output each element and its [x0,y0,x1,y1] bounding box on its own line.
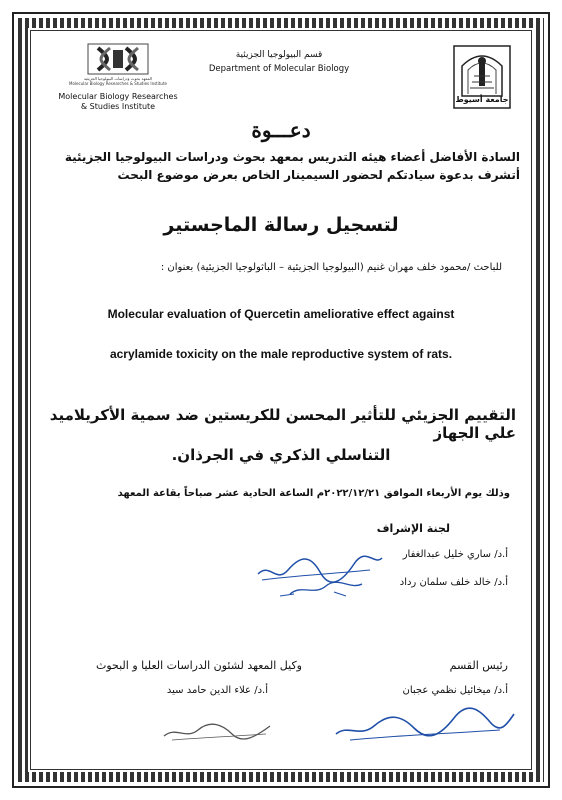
seminar-subject: لتسجيل رسالة الماجستير [163,214,399,236]
institute-logo [58,42,178,112]
logo-small-ar: المعهد بحوث ودراسات البيولوجيا الجزيئية [83,76,152,81]
institute-name-line1: Molecular Biology Researches [58,92,178,101]
dna-logo-icon [86,42,150,76]
department-head-title: رئيس القسم [449,659,508,672]
thesis-title-ar-line2: التناسلي الذكري في الجرذان. [171,446,391,464]
department-name-en: Department of Molecular Biology [208,64,350,74]
supervisor-2: أ.د/ خالد خلف سلمان رداد [399,577,508,588]
invitation-heading: دعـــوة [251,118,311,142]
addressees-line: السادة الأفاضل أعضاء هيئه التدريس بمعهد بحوث ودراسات البيولوجيا الجزيئية [64,150,520,164]
invitation-line: أتشرف بدعوة سيادتكم لحضور السيمينار الخاص بعرض موضوع البحث [117,168,520,182]
thesis-title-en-line2: acrylamide toxicity on the male reproductive system of rats. [109,347,453,361]
supervisor-signatures [250,544,390,604]
university-seal-text: جامعة أسيوط [455,95,509,104]
department-name-ar: قسم البيولوجيا الجزيئية [235,50,323,60]
supervision-committee-title: لجنة الإشراف [376,522,450,535]
thesis-title-ar-line1: التقييم الجزيئي للتأثير المحسن للكريستين ضد سمية الأكريلاميد علي الجهاز [49,406,516,442]
university-seal [452,44,512,110]
vice-dean-title: وكيل المعهد لشئون الدراسات العليا و البحوث [95,659,302,672]
vice-dean-signature [158,716,278,746]
department-head-name: أ.د/ ميخائيل نظمي عجبان [402,685,508,696]
department-head-signature [330,696,520,746]
institute-name-line2: & Studies Institute [80,102,156,111]
researcher-line: للباحث /محمود خلف مهران غنيم (البيولوجيا الجزيئية – الباثولوجيا الجزيئية) بعنوان : [160,262,502,273]
department-header [204,50,354,74]
thesis-title-en-line1: Molecular evaluation of Quercetin ameliorative effect against [107,307,455,321]
vice-dean-name: أ.د/ علاء الدين حامد سيد [166,685,268,696]
seminar-date-line: وذلك يوم الأربعاء الموافق ٢٠٢٢/١٢/٢١م الساعة الحادية عشر صباحاً بقاعة المعهد [117,488,510,499]
supervisor-1: أ.د/ ساري خليل عبدالغفار [402,549,508,560]
institute-name [58,92,178,112]
logo-small-en: Molecular Biology Researches & Studies Institute [69,81,167,86]
